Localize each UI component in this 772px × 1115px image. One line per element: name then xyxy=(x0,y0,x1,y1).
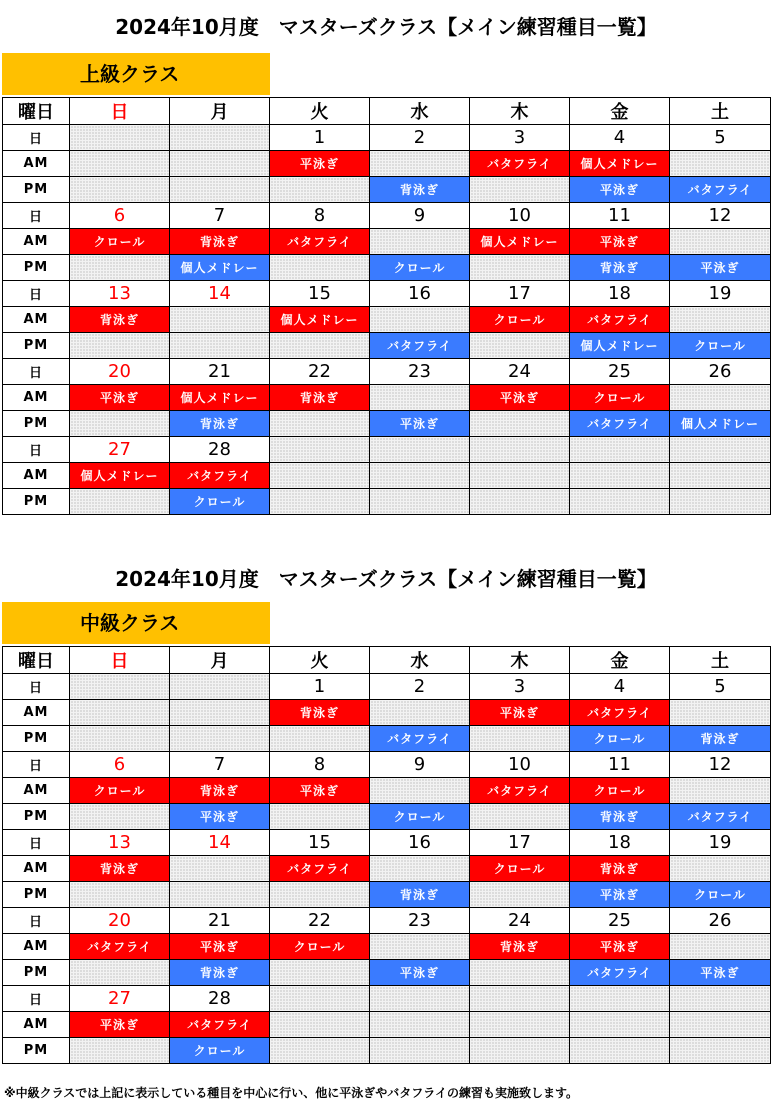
schedule-table-advanced xyxy=(2,97,771,515)
am-event-cell: バタフライ xyxy=(270,229,370,255)
weekday-header: 金 xyxy=(570,647,670,674)
am-event-cell: クロール xyxy=(70,229,170,255)
date-cell: 24 xyxy=(470,908,570,934)
date-cell: 17 xyxy=(470,830,570,856)
empty-cell xyxy=(170,125,270,151)
weekday-header: 水 xyxy=(370,98,470,125)
empty-cell xyxy=(370,229,470,255)
am-event-cell: 平泳ぎ xyxy=(570,934,670,960)
date-cell: 16 xyxy=(370,830,470,856)
am-event-cell: 背泳ぎ xyxy=(170,778,270,804)
am-event-cell: 平泳ぎ xyxy=(270,151,370,177)
date-cell: 1 xyxy=(270,125,370,151)
date-cell: 23 xyxy=(370,359,470,385)
footnote: ※中級クラスでは上記に表示している種目を中心に行い、他に平泳ぎやバタフライの練習も実施致します。 xyxy=(4,1086,578,1100)
date-cell: 2 xyxy=(370,125,470,151)
weekday-header: 水 xyxy=(370,647,470,674)
pm-row xyxy=(3,1038,771,1064)
am-row xyxy=(3,1012,771,1038)
empty-cell xyxy=(370,1012,470,1038)
date-cell: 15 xyxy=(270,830,370,856)
pm-event-cell: 平泳ぎ xyxy=(670,960,771,986)
pm-event-cell: 個人メドレー xyxy=(670,411,771,437)
pm-event-cell: バタフライ xyxy=(370,726,470,752)
date-cell: 5 xyxy=(670,674,771,700)
row-label-date: 日 xyxy=(3,437,70,463)
pm-event-cell: バタフライ xyxy=(370,333,470,359)
empty-cell xyxy=(670,1012,771,1038)
am-row xyxy=(3,856,771,882)
am-event-cell: 背泳ぎ xyxy=(70,307,170,333)
am-event-cell: 背泳ぎ xyxy=(270,700,370,726)
row-label-pm: PM xyxy=(3,255,70,281)
row-label-pm: PM xyxy=(3,960,70,986)
pm-event-cell: クロール xyxy=(370,804,470,830)
empty-cell xyxy=(70,700,170,726)
weekday-header: 土 xyxy=(670,647,771,674)
am-row xyxy=(3,229,771,255)
empty-cell xyxy=(470,463,570,489)
row-label-am: AM xyxy=(3,307,70,333)
date-cell: 12 xyxy=(670,203,771,229)
date-cell: 20 xyxy=(70,908,170,934)
am-event-cell: 背泳ぎ xyxy=(70,856,170,882)
empty-cell xyxy=(470,960,570,986)
empty-cell xyxy=(470,726,570,752)
empty-cell xyxy=(70,882,170,908)
date-row xyxy=(3,203,771,229)
empty-cell xyxy=(670,856,771,882)
am-event-cell: クロール xyxy=(470,307,570,333)
date-cell: 8 xyxy=(270,203,370,229)
empty-cell xyxy=(170,674,270,700)
empty-cell xyxy=(470,411,570,437)
empty-cell xyxy=(270,177,370,203)
date-row xyxy=(3,986,771,1012)
empty-cell xyxy=(70,333,170,359)
row-label-pm: PM xyxy=(3,489,70,515)
empty-cell xyxy=(670,489,771,515)
date-cell: 15 xyxy=(270,281,370,307)
am-event-cell: 平泳ぎ xyxy=(470,385,570,411)
am-event-cell: バタフライ xyxy=(570,700,670,726)
am-event-cell: 個人メドレー xyxy=(70,463,170,489)
empty-cell xyxy=(370,934,470,960)
class-label-intermediate: 中級クラス xyxy=(2,602,270,644)
date-row xyxy=(3,752,771,778)
empty-cell xyxy=(670,463,771,489)
empty-cell xyxy=(70,726,170,752)
page-title: 2024年10月度 マスターズクラス【メイン練習種目一覧】 xyxy=(115,567,657,591)
date-cell: 7 xyxy=(170,203,270,229)
row-label-am: AM xyxy=(3,778,70,804)
date-cell: 13 xyxy=(70,281,170,307)
am-row xyxy=(3,307,771,333)
empty-cell xyxy=(370,385,470,411)
date-cell: 25 xyxy=(570,908,670,934)
am-event-cell: 平泳ぎ xyxy=(70,1012,170,1038)
empty-cell xyxy=(470,333,570,359)
empty-cell xyxy=(170,726,270,752)
weekday-header: 火 xyxy=(270,647,370,674)
weekday-header-label: 曜日 xyxy=(3,647,70,674)
am-event-cell: クロール xyxy=(570,778,670,804)
empty-cell xyxy=(670,700,771,726)
empty-cell xyxy=(470,1038,570,1064)
am-event-cell: バタフライ xyxy=(570,307,670,333)
pm-row xyxy=(3,489,771,515)
empty-cell xyxy=(270,463,370,489)
empty-cell xyxy=(70,489,170,515)
empty-cell xyxy=(470,437,570,463)
empty-cell xyxy=(370,778,470,804)
empty-cell xyxy=(470,489,570,515)
row-label-am: AM xyxy=(3,856,70,882)
pm-event-cell: クロール xyxy=(170,1038,270,1064)
am-row xyxy=(3,151,771,177)
date-row xyxy=(3,830,771,856)
am-row xyxy=(3,778,771,804)
am-event-cell: 平泳ぎ xyxy=(170,934,270,960)
date-row xyxy=(3,359,771,385)
row-label-am: AM xyxy=(3,151,70,177)
empty-cell xyxy=(270,489,370,515)
date-cell: 1 xyxy=(270,674,370,700)
empty-cell xyxy=(270,1038,370,1064)
am-event-cell: 背泳ぎ xyxy=(170,229,270,255)
am-event-cell: 平泳ぎ xyxy=(270,778,370,804)
am-event-cell: クロール xyxy=(270,934,370,960)
empty-cell xyxy=(70,1038,170,1064)
date-row xyxy=(3,908,771,934)
empty-cell xyxy=(370,151,470,177)
weekday-header-row xyxy=(3,98,771,125)
weekday-header: 月 xyxy=(170,98,270,125)
date-cell: 9 xyxy=(370,752,470,778)
date-cell: 18 xyxy=(570,281,670,307)
date-cell: 14 xyxy=(170,281,270,307)
date-cell: 12 xyxy=(670,752,771,778)
date-cell: 2 xyxy=(370,674,470,700)
empty-cell xyxy=(270,411,370,437)
pm-event-cell: 個人メドレー xyxy=(570,333,670,359)
empty-cell xyxy=(70,674,170,700)
row-label-date: 日 xyxy=(3,359,70,385)
am-event-cell: 平泳ぎ xyxy=(570,229,670,255)
am-event-cell: 背泳ぎ xyxy=(470,934,570,960)
am-event-cell: 背泳ぎ xyxy=(270,385,370,411)
empty-cell xyxy=(370,307,470,333)
am-row xyxy=(3,463,771,489)
pm-event-cell: 背泳ぎ xyxy=(370,177,470,203)
pm-event-cell: 平泳ぎ xyxy=(570,177,670,203)
class-label-advanced: 上級クラス xyxy=(2,53,270,95)
date-cell: 17 xyxy=(470,281,570,307)
date-cell: 16 xyxy=(370,281,470,307)
pm-row xyxy=(3,726,771,752)
weekday-header: 日 xyxy=(70,98,170,125)
pm-row xyxy=(3,804,771,830)
date-cell: 4 xyxy=(570,674,670,700)
date-cell: 21 xyxy=(170,908,270,934)
empty-cell xyxy=(170,882,270,908)
empty-cell xyxy=(270,1012,370,1038)
empty-cell xyxy=(670,385,771,411)
date-cell: 4 xyxy=(570,125,670,151)
pm-event-cell: バタフライ xyxy=(570,411,670,437)
empty-cell xyxy=(470,986,570,1012)
pm-event-cell: 背泳ぎ xyxy=(370,882,470,908)
row-label-am: AM xyxy=(3,1012,70,1038)
pm-row xyxy=(3,333,771,359)
row-label-pm: PM xyxy=(3,411,70,437)
pm-event-cell: 背泳ぎ xyxy=(170,411,270,437)
am-event-cell: バタフライ xyxy=(70,934,170,960)
pm-event-cell: クロール xyxy=(370,255,470,281)
weekday-header: 木 xyxy=(470,98,570,125)
schedule-table-intermediate xyxy=(2,646,771,1064)
row-label-date: 日 xyxy=(3,908,70,934)
pm-event-cell: クロール xyxy=(170,489,270,515)
date-cell: 14 xyxy=(170,830,270,856)
empty-cell xyxy=(70,411,170,437)
row-label-pm: PM xyxy=(3,726,70,752)
empty-cell xyxy=(370,986,470,1012)
date-row xyxy=(3,674,771,700)
empty-cell xyxy=(270,726,370,752)
pm-row xyxy=(3,960,771,986)
empty-cell xyxy=(670,778,771,804)
am-event-cell: バタフライ xyxy=(470,778,570,804)
pm-event-cell: バタフライ xyxy=(570,960,670,986)
weekday-header: 火 xyxy=(270,98,370,125)
date-row xyxy=(3,281,771,307)
row-label-date: 日 xyxy=(3,986,70,1012)
empty-cell xyxy=(270,986,370,1012)
empty-cell xyxy=(470,804,570,830)
empty-cell xyxy=(270,882,370,908)
pm-row xyxy=(3,411,771,437)
date-cell: 26 xyxy=(670,908,771,934)
empty-cell xyxy=(570,1012,670,1038)
row-label-date: 日 xyxy=(3,830,70,856)
empty-cell xyxy=(70,177,170,203)
date-cell: 25 xyxy=(570,359,670,385)
empty-cell xyxy=(170,177,270,203)
am-event-cell: バタフライ xyxy=(470,151,570,177)
row-label-pm: PM xyxy=(3,804,70,830)
date-row xyxy=(3,125,771,151)
weekday-header: 日 xyxy=(70,647,170,674)
weekday-header-label: 曜日 xyxy=(3,98,70,125)
row-label-am: AM xyxy=(3,463,70,489)
row-label-pm: PM xyxy=(3,882,70,908)
am-event-cell: クロール xyxy=(470,856,570,882)
date-cell: 24 xyxy=(470,359,570,385)
empty-cell xyxy=(570,463,670,489)
pm-event-cell: 個人メドレー xyxy=(170,255,270,281)
pm-event-cell: クロール xyxy=(670,882,771,908)
empty-cell xyxy=(470,882,570,908)
pm-row xyxy=(3,882,771,908)
date-cell: 8 xyxy=(270,752,370,778)
date-cell: 28 xyxy=(170,986,270,1012)
date-cell: 11 xyxy=(570,752,670,778)
date-cell: 19 xyxy=(670,281,771,307)
date-cell: 10 xyxy=(470,752,570,778)
empty-cell xyxy=(670,1038,771,1064)
date-cell: 13 xyxy=(70,830,170,856)
empty-cell xyxy=(70,125,170,151)
pm-event-cell: 背泳ぎ xyxy=(570,804,670,830)
date-cell: 20 xyxy=(70,359,170,385)
am-event-cell: 個人メドレー xyxy=(470,229,570,255)
am-event-cell: クロール xyxy=(70,778,170,804)
date-cell: 3 xyxy=(470,125,570,151)
am-event-cell: バタフライ xyxy=(170,463,270,489)
date-cell: 3 xyxy=(470,674,570,700)
date-row xyxy=(3,437,771,463)
date-cell: 27 xyxy=(70,437,170,463)
am-event-cell: 個人メドレー xyxy=(570,151,670,177)
am-event-cell: 平泳ぎ xyxy=(470,700,570,726)
row-label-pm: PM xyxy=(3,1038,70,1064)
date-cell: 23 xyxy=(370,908,470,934)
pm-event-cell: バタフライ xyxy=(670,804,771,830)
date-cell: 11 xyxy=(570,203,670,229)
row-label-date: 日 xyxy=(3,125,70,151)
am-event-cell: クロール xyxy=(570,385,670,411)
am-event-cell: 個人メドレー xyxy=(170,385,270,411)
page-title: 2024年10月度 マスターズクラス【メイン練習種目一覧】 xyxy=(115,15,657,39)
empty-cell xyxy=(570,986,670,1012)
row-label-am: AM xyxy=(3,934,70,960)
weekday-header: 金 xyxy=(570,98,670,125)
empty-cell xyxy=(170,151,270,177)
empty-cell xyxy=(370,1038,470,1064)
empty-cell xyxy=(170,856,270,882)
empty-cell xyxy=(570,437,670,463)
empty-cell xyxy=(170,307,270,333)
date-cell: 6 xyxy=(70,752,170,778)
weekday-header: 木 xyxy=(470,647,570,674)
date-cell: 9 xyxy=(370,203,470,229)
empty-cell xyxy=(670,437,771,463)
am-event-cell: 背泳ぎ xyxy=(570,856,670,882)
pm-event-cell: 平泳ぎ xyxy=(170,804,270,830)
weekday-header: 土 xyxy=(670,98,771,125)
empty-cell xyxy=(370,700,470,726)
empty-cell xyxy=(170,333,270,359)
row-label-date: 日 xyxy=(3,752,70,778)
pm-event-cell: 平泳ぎ xyxy=(570,882,670,908)
pm-event-cell: クロール xyxy=(670,333,771,359)
empty-cell xyxy=(70,255,170,281)
empty-cell xyxy=(470,255,570,281)
am-row xyxy=(3,934,771,960)
am-event-cell: バタフライ xyxy=(270,856,370,882)
empty-cell xyxy=(670,307,771,333)
pm-event-cell: クロール xyxy=(570,726,670,752)
empty-cell xyxy=(270,437,370,463)
am-event-cell: バタフライ xyxy=(170,1012,270,1038)
empty-cell xyxy=(470,177,570,203)
row-label-date: 日 xyxy=(3,203,70,229)
am-row xyxy=(3,700,771,726)
empty-cell xyxy=(370,463,470,489)
row-label-am: AM xyxy=(3,385,70,411)
pm-event-cell: 平泳ぎ xyxy=(670,255,771,281)
pm-event-cell: 背泳ぎ xyxy=(170,960,270,986)
weekday-header-row xyxy=(3,647,771,674)
pm-row xyxy=(3,255,771,281)
date-cell: 5 xyxy=(670,125,771,151)
empty-cell xyxy=(670,986,771,1012)
empty-cell xyxy=(370,489,470,515)
date-cell: 22 xyxy=(270,359,370,385)
am-event-cell: 平泳ぎ xyxy=(70,385,170,411)
empty-cell xyxy=(670,229,771,255)
date-cell: 28 xyxy=(170,437,270,463)
empty-cell xyxy=(670,934,771,960)
date-cell: 7 xyxy=(170,752,270,778)
date-cell: 19 xyxy=(670,830,771,856)
empty-cell xyxy=(270,333,370,359)
row-label-date: 日 xyxy=(3,674,70,700)
pm-event-cell: 平泳ぎ xyxy=(370,411,470,437)
pm-event-cell: 平泳ぎ xyxy=(370,960,470,986)
empty-cell xyxy=(670,151,771,177)
empty-cell xyxy=(270,960,370,986)
empty-cell xyxy=(270,804,370,830)
empty-cell xyxy=(70,804,170,830)
pm-row xyxy=(3,177,771,203)
date-cell: 22 xyxy=(270,908,370,934)
empty-cell xyxy=(170,700,270,726)
empty-cell xyxy=(570,489,670,515)
pm-event-cell: 背泳ぎ xyxy=(670,726,771,752)
empty-cell xyxy=(270,255,370,281)
empty-cell xyxy=(70,960,170,986)
date-cell: 26 xyxy=(670,359,771,385)
am-event-cell: 個人メドレー xyxy=(270,307,370,333)
date-cell: 18 xyxy=(570,830,670,856)
date-cell: 21 xyxy=(170,359,270,385)
date-cell: 27 xyxy=(70,986,170,1012)
row-label-pm: PM xyxy=(3,177,70,203)
empty-cell xyxy=(370,437,470,463)
empty-cell xyxy=(470,1012,570,1038)
row-label-date: 日 xyxy=(3,281,70,307)
pm-event-cell: 背泳ぎ xyxy=(570,255,670,281)
am-row xyxy=(3,385,771,411)
empty-cell xyxy=(70,151,170,177)
empty-cell xyxy=(370,856,470,882)
empty-cell xyxy=(570,1038,670,1064)
pm-event-cell: バタフライ xyxy=(670,177,771,203)
date-cell: 10 xyxy=(470,203,570,229)
row-label-am: AM xyxy=(3,229,70,255)
row-label-pm: PM xyxy=(3,333,70,359)
row-label-am: AM xyxy=(3,700,70,726)
weekday-header: 月 xyxy=(170,647,270,674)
date-cell: 6 xyxy=(70,203,170,229)
